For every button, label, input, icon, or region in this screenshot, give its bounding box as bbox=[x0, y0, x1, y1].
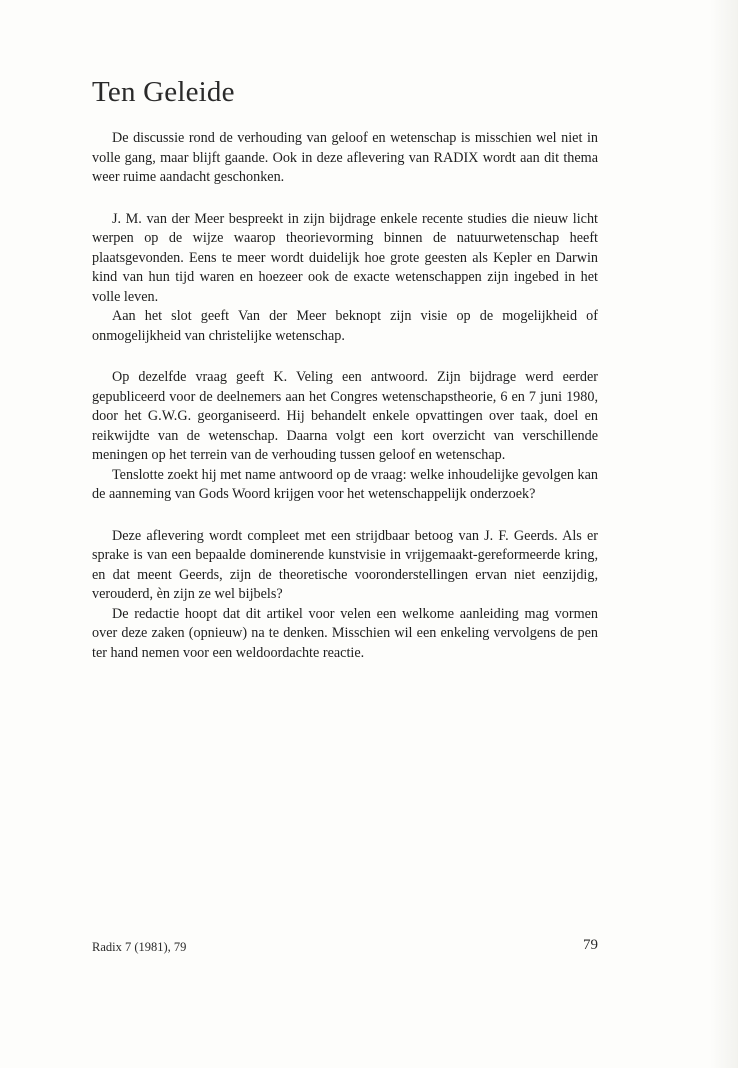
page-edge-shadow bbox=[710, 0, 738, 1068]
paragraph: Deze aflevering wordt compleet met een strijdbaar betoog van J. F. Geerds. Als er sprake is van een bepaalde dominerende kunstvisie in vrijgemaakt-gereformeerde kring, en dat meent Geerds, zijn de theoretische vooronderstellingen ervan niet eenzijdig, verouderd, èn zijn ze wel bijbels? bbox=[92, 527, 598, 602]
paragraph: Tenslotte zoekt hij met name antwoord op de vraag: welke inhoudelijke gevolgen kan de aanneming van Gods Woord krijgen voor het wetenschappelijk onderzoek? bbox=[92, 466, 598, 502]
paragraph: Op dezelfde vraag geeft K. Veling een antwoord. Zijn bijdrage werd eerder gepubliceerd voor de deelnemers aan het Congres wetenschapstheorie, 6 en 7 juni 1980, door het G.W.G. georganiseerd. Hij behandelt enkele opvattingen over taak, doel en reikwijdte van de wetenschap. Daarna volgt een kort overzicht van verschillende meningen op het terrein van de verhouding tussen geloof en wetenschap. bbox=[92, 369, 598, 463]
section-geerds bbox=[92, 527, 598, 664]
paragraph: J. M. van der Meer bespreekt in zijn bijdrage enkele recente studies die nieuw licht werpen op de wijze waarop theorievorming binnen de natuurwetenschap heeft plaatsgevonden. Eens te meer wordt duidelijk hoe grote geesten als Kepler en Darwin kind van hun tijd waren en hoezeer ook de exacte wetenschappen zijn ingebed in het volle leven. bbox=[92, 210, 598, 305]
paragraph: De redactie hoopt dat dit artikel voor velen een welkome aanleiding mag vormen over deze zaken (opnieuw) na te denken. Misschien wil een enkeling vervolgens de pen ter hand nemen voor een weldoordachte reactie. bbox=[92, 605, 598, 661]
page-number: 79 bbox=[583, 937, 598, 953]
body-text bbox=[92, 129, 598, 685]
section-veling bbox=[92, 368, 598, 505]
paragraph: Aan het slot geeft Van der Meer beknopt zijn visie op de mogelijkheid of onmogelijkheid van christelijke wetenschap. bbox=[92, 308, 598, 344]
footer-citation: Radix 7 (1981), 79 bbox=[92, 940, 187, 954]
paragraph: De discussie rond de verhouding van geloof en wetenschap is misschien wel niet in volle gang, maar blijft gaande. Ook in deze aflevering van RADIX wordt aan dit thema weer ruime aandacht geschonken. bbox=[92, 130, 598, 185]
section-intro bbox=[92, 129, 598, 188]
page-title: Ten Geleide bbox=[92, 76, 235, 108]
section-van-der-meer bbox=[92, 210, 598, 347]
